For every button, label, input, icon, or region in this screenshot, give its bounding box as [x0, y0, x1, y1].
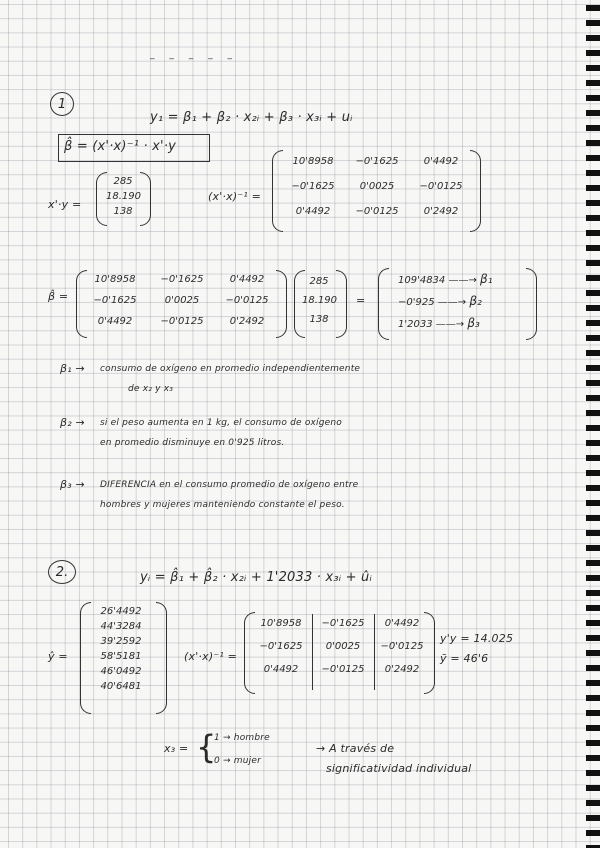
arrow-icon: ——→ [432, 319, 468, 330]
interpretation-label: β₁ → [60, 362, 85, 375]
interpretation-text: DIFERENCIA en el consumo promedio de oxígeno entre [100, 480, 359, 490]
xx-inverse-matrix [282, 156, 472, 217]
matrix-cell: 0'2492 [423, 206, 459, 217]
matrix-cell: −0'1625 [291, 181, 335, 192]
beta-result-right-paren [526, 268, 537, 340]
xy-entry: 138 [309, 314, 329, 325]
y-hat-entry: 26'4492 [100, 606, 142, 617]
y-hat-vector [86, 606, 156, 692]
xy-label: x'·y = [48, 198, 82, 211]
matrix-cell: 0'4492 [97, 316, 133, 327]
xx-inverse-label: (x'·x)⁻¹ = [208, 190, 262, 203]
beta-name: β₂ [469, 294, 482, 308]
beta-calc-matrix [84, 274, 276, 327]
matrix-cell: 0'4492 [229, 274, 265, 285]
interpretation-label: β₃ → [60, 478, 85, 491]
yhat-right-paren [156, 602, 167, 714]
fitted-model: yᵢ = β̂₁ + β̂₂ · x₂ᵢ + 1'2033 · x₃ᵢ + ûᵢ [140, 570, 373, 585]
interpretation-text: consumo de oxígeno en promedio independientemente [100, 364, 361, 374]
beta-value: −0'925 [398, 297, 435, 308]
matrix-cell: 0'4492 [263, 664, 299, 675]
matrix-cell: −0'0125 [419, 181, 463, 192]
xy-entry: 138 [113, 206, 133, 217]
matrix-cell: −0'1625 [355, 156, 399, 167]
beta-result-row [398, 272, 493, 286]
xy-entry: 285 [309, 276, 329, 287]
arrow-icon: ——→ [434, 297, 470, 308]
xy-entry: 285 [113, 176, 133, 187]
dummy-case-1: 1 → hombre [214, 733, 270, 743]
y-hat-label: ŷ = [48, 650, 68, 663]
matrix-cell: 0'4492 [295, 206, 331, 217]
matrix-cell: −0'1625 [259, 641, 303, 652]
beta-calc-xy-vector [300, 276, 338, 325]
equals-sign: = [356, 294, 366, 307]
matrix-cell: 0'4492 [423, 156, 459, 167]
matrix-cell: 10'8958 [292, 156, 334, 167]
interpretation-text-continued: de x₂ y x₃ [128, 384, 174, 394]
matrix-cell: 0'2492 [384, 664, 420, 675]
matrix-cell: −0'1625 [93, 295, 137, 306]
matrix-cell: −0'0125 [355, 206, 399, 217]
dummy-label: x₃ = [164, 742, 189, 755]
dummy-case-2: 0 → mujer [214, 756, 261, 766]
matrix-cell: −0'0125 [160, 316, 204, 327]
arrow-icon: ——→ [445, 275, 481, 286]
beta-name: β₁ [480, 272, 493, 286]
section-number-1: 1 [50, 92, 74, 116]
y-bar-value: ȳ = 46'6 [440, 652, 489, 665]
matrix-cell: 0'2492 [229, 316, 265, 327]
interpretation-text: si el peso aumenta en 1 kg, el consumo de oxígeno [100, 418, 343, 428]
brace: { [196, 728, 217, 766]
xx-inverse-label-2: (x'·x)⁻¹ = [184, 650, 238, 663]
beta-name: β₃ [467, 316, 480, 330]
regression-model: y₁ = β₁ + β₂ · x₂ᵢ + β₃ · x₃ᵢ + uᵢ [150, 110, 353, 125]
xy-entry: 18.190 [106, 191, 141, 202]
beta-hat-label: β̂ = [48, 290, 69, 303]
beta-value: 1'2033 [398, 319, 433, 330]
beta-result-row [398, 294, 482, 308]
spiral-binding-holes [586, 0, 600, 848]
interpretation-text-continued: en promedio disminuye en 0'925 litros. [100, 438, 285, 448]
section-number-2: 2. [48, 560, 76, 584]
y-hat-entry: 46'0492 [100, 666, 142, 677]
matrix-cell: 10'8958 [260, 618, 302, 629]
y-hat-entry: 40'6481 [100, 681, 142, 692]
top-marks: _ _ _ _ _ [150, 50, 238, 60]
note-line-2: significatividad individual [326, 762, 472, 775]
matrix-cell: 0'0025 [359, 181, 395, 192]
y-hat-entry: 39'2592 [100, 636, 142, 647]
interpretation-label: β₂ → [60, 416, 85, 429]
xy-entry: 18.190 [302, 295, 337, 306]
matrix-cell: 0'0025 [325, 641, 361, 652]
yy-value: y'y = 14.025 [440, 632, 514, 645]
matrix-cell: 10'8958 [94, 274, 136, 285]
y-hat-entry: 44'3284 [100, 621, 142, 632]
beta-result-row [398, 316, 480, 330]
matrix-cell: −0'1625 [160, 274, 204, 285]
matrix-cell: 0'0025 [164, 295, 200, 306]
beta-calc-right-paren [276, 270, 287, 338]
xy-vector [104, 176, 142, 217]
note-line-1: → A través de [316, 742, 395, 755]
matrix-cell: −0'0125 [321, 664, 365, 675]
matrix-cell: −0'0125 [380, 641, 424, 652]
matrix-cell: −0'0125 [225, 295, 269, 306]
beta-value: 109'4834 [398, 275, 446, 286]
matrix-cell: −0'1625 [321, 618, 365, 629]
interpretation-text-continued: hombres y mujeres manteniendo constante el peso. [100, 500, 345, 510]
ols-estimator-formula: β̂ = (x'·x)⁻¹ · x'·y [64, 139, 177, 154]
beta-result-left-paren [378, 268, 389, 340]
y-hat-entry: 58'5181 [100, 651, 142, 662]
xx-inverse-matrix-2 [250, 618, 430, 675]
matrix-cell: 0'4492 [384, 618, 420, 629]
